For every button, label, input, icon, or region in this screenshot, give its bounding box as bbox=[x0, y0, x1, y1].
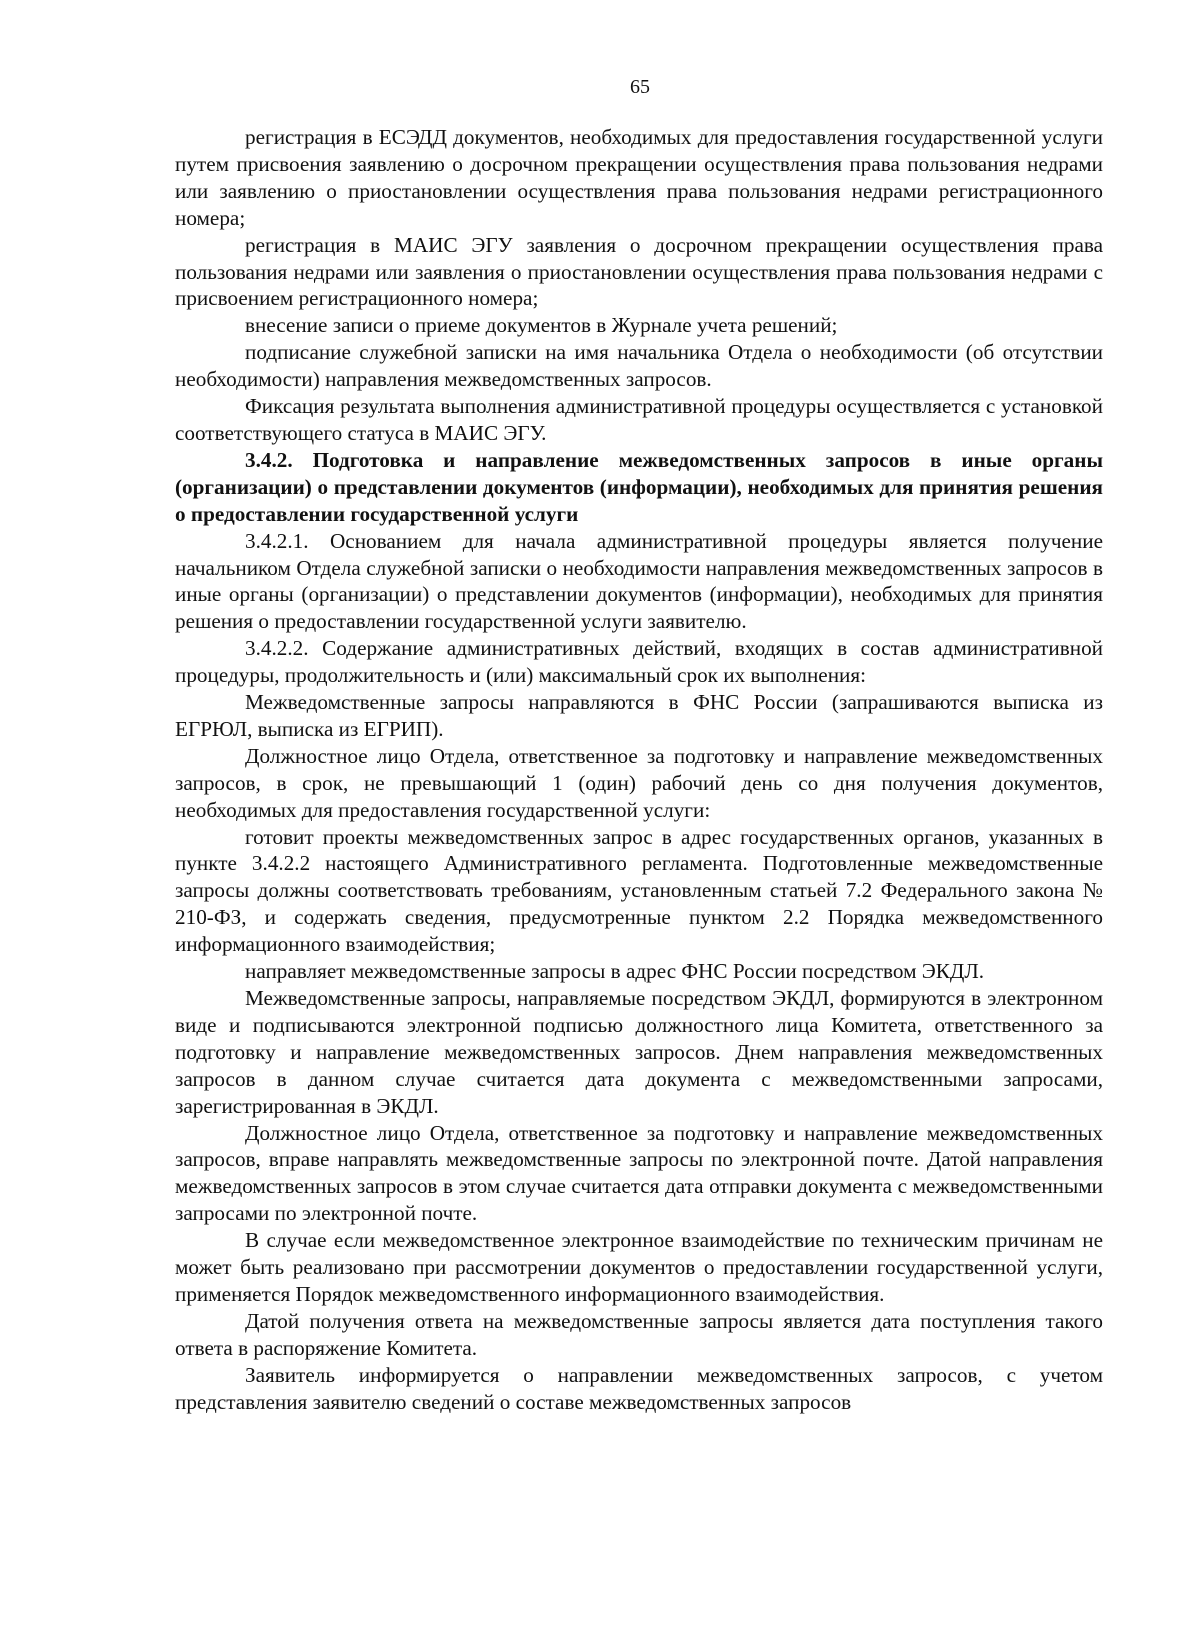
paragraph: Межведомственные запросы направляются в ФНС России (запрашиваются выписка из ЕГРЮЛ, выписка из ЕГРИП). bbox=[175, 690, 1103, 741]
paragraph: Межведомственные запросы, направляемые посредством ЭКДЛ, формируются в электронном виде и подписываются электронной подписью должностного лица Комитета, ответственного за подготовку и направление межведомственных запросов. Днем направления межведомственных запросов в данном случае считается дата документа с межведомственными запросами, зарегистрированная в ЭКДЛ. bbox=[175, 986, 1103, 1118]
paragraph: подписание служебной записки на имя начальника Отдела о необходимости (об отсутствии необходимости) направления межведомственных запросов. bbox=[175, 340, 1103, 392]
paragraph: Датой получения ответа на межведомственные запросы является дата поступления такого ответа в распоряжение Комитета. bbox=[175, 1308, 1103, 1360]
paragraph: готовит проекты межведомственных запрос в адрес государственных органов, указанных в пункте 3.4.2.2 настоящего Административного регламента. Подготовленные межведомственные запросы должны соответствовать требованиям, установленным статьей 7.2 Федерального закона № 210-ФЗ, и содержать сведения, предусмотренные пунктом 2.2 Порядка межведомственного информационного взаимодействия; bbox=[175, 824, 1103, 957]
paragraph: Должностное лицо Отдела, ответственное за подготовку и направление межведомственных запросов, вправе направлять межведомственные запросы по электронной почте. Датой направления межведомственных запросов в этом случае считается дата отправки документа с межведомственными запросами по электронной почте. bbox=[175, 1120, 1103, 1226]
paragraph: В случае если межведомственное электронное взаимодействие по техническим причинам не может быть реализовано при рассмотрении документов о предоставлении государственной услуги, применяется Порядок межведомственного информационного взаимодействия. bbox=[175, 1228, 1103, 1306]
paragraph: внесение записи о приеме документов в Журнале учета решений; bbox=[245, 313, 838, 338]
paragraph: регистрация в ЕСЭДД документов, необходимых для предоставления государственной услуги путем присвоения заявлению о досрочном прекращении осуществления права пользования недрами или заявлению о приостановлении осуществления права пользования недрами регистрационного номера; bbox=[175, 125, 1103, 230]
paragraph: Заявитель информируется о направлении межведомственных запросов, с учетом представления заявителю сведений о составе межведомственных запросов bbox=[175, 1362, 1103, 1414]
section-heading: 3.4.2. Подготовка и направление межведомственных запросов в иные органы (организации) о представлении документов (информации), необходимых для принятия решения о предоставлении государственной услуги bbox=[175, 447, 1103, 526]
paragraph: направляет межведомственные запросы в адрес ФНС России посредством ЭКДЛ. bbox=[245, 959, 985, 984]
paragraph: Фиксация результата выполнения административной процедуры осуществляется с установкой соответствующего статуса в МАИС ЭГУ. bbox=[175, 394, 1103, 445]
paragraph: Должностное лицо Отдела, ответственное за подготовку и направление межведомственных запросов, в срок, не превышающий 1 (один) рабочий день со дня получения документов, необходимых для предоставления государственной услуги: bbox=[175, 743, 1103, 822]
document-body bbox=[175, 124, 1103, 1416]
page-number: 65 bbox=[630, 76, 650, 98]
paragraph: 3.4.2.2. Содержание административных действий, входящих в состав административной процедуры, продолжительность и (или) максимальный срок их выполнения: bbox=[175, 636, 1103, 688]
paragraph: 3.4.2.1. Основанием для начала административной процедуры является получение начальником Отдела служебной записки о необходимости направления межведомственных запросов в иные органы (организации) о представлении документов (информации), необходимых для принятия решения о предоставлении государственной услуги заявителю. bbox=[175, 528, 1103, 634]
paragraph: регистрация в МАИС ЭГУ заявления о досрочном прекращении осуществления права пользования недрами или заявления о приостановлении осуществления права пользования недрами с присвоением регистрационного номера; bbox=[175, 232, 1103, 311]
